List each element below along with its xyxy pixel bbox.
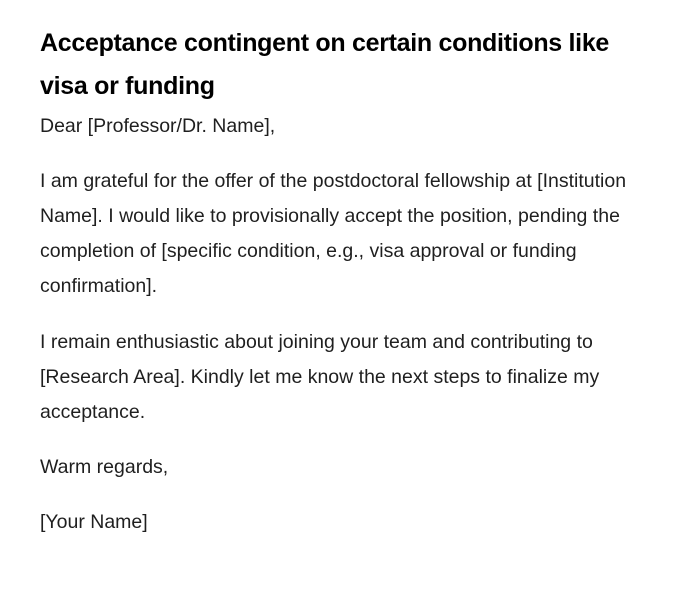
letter-salutation: Dear [Professor/Dr. Name], — [40, 115, 276, 137]
letter-closing: Warm regards, — [40, 456, 169, 478]
letter-paragraph-1: I am grateful for the offer of the postdoctoral fellowship at [Institution Name]. I would like to provisionally accept the position, pending the completion of [specific condition, e.g., visa approval or funding confirmation]. — [40, 170, 627, 297]
letter-paragraph-2: I remain enthusiastic about joining your team and contributing to [Research Area]. Kindly let me know the next steps to finalize my acceptance. — [40, 331, 600, 423]
letter-signature: [Your Name] — [40, 511, 148, 533]
letter-title: Acceptance contingent on certain conditions like visa or funding — [40, 29, 610, 100]
